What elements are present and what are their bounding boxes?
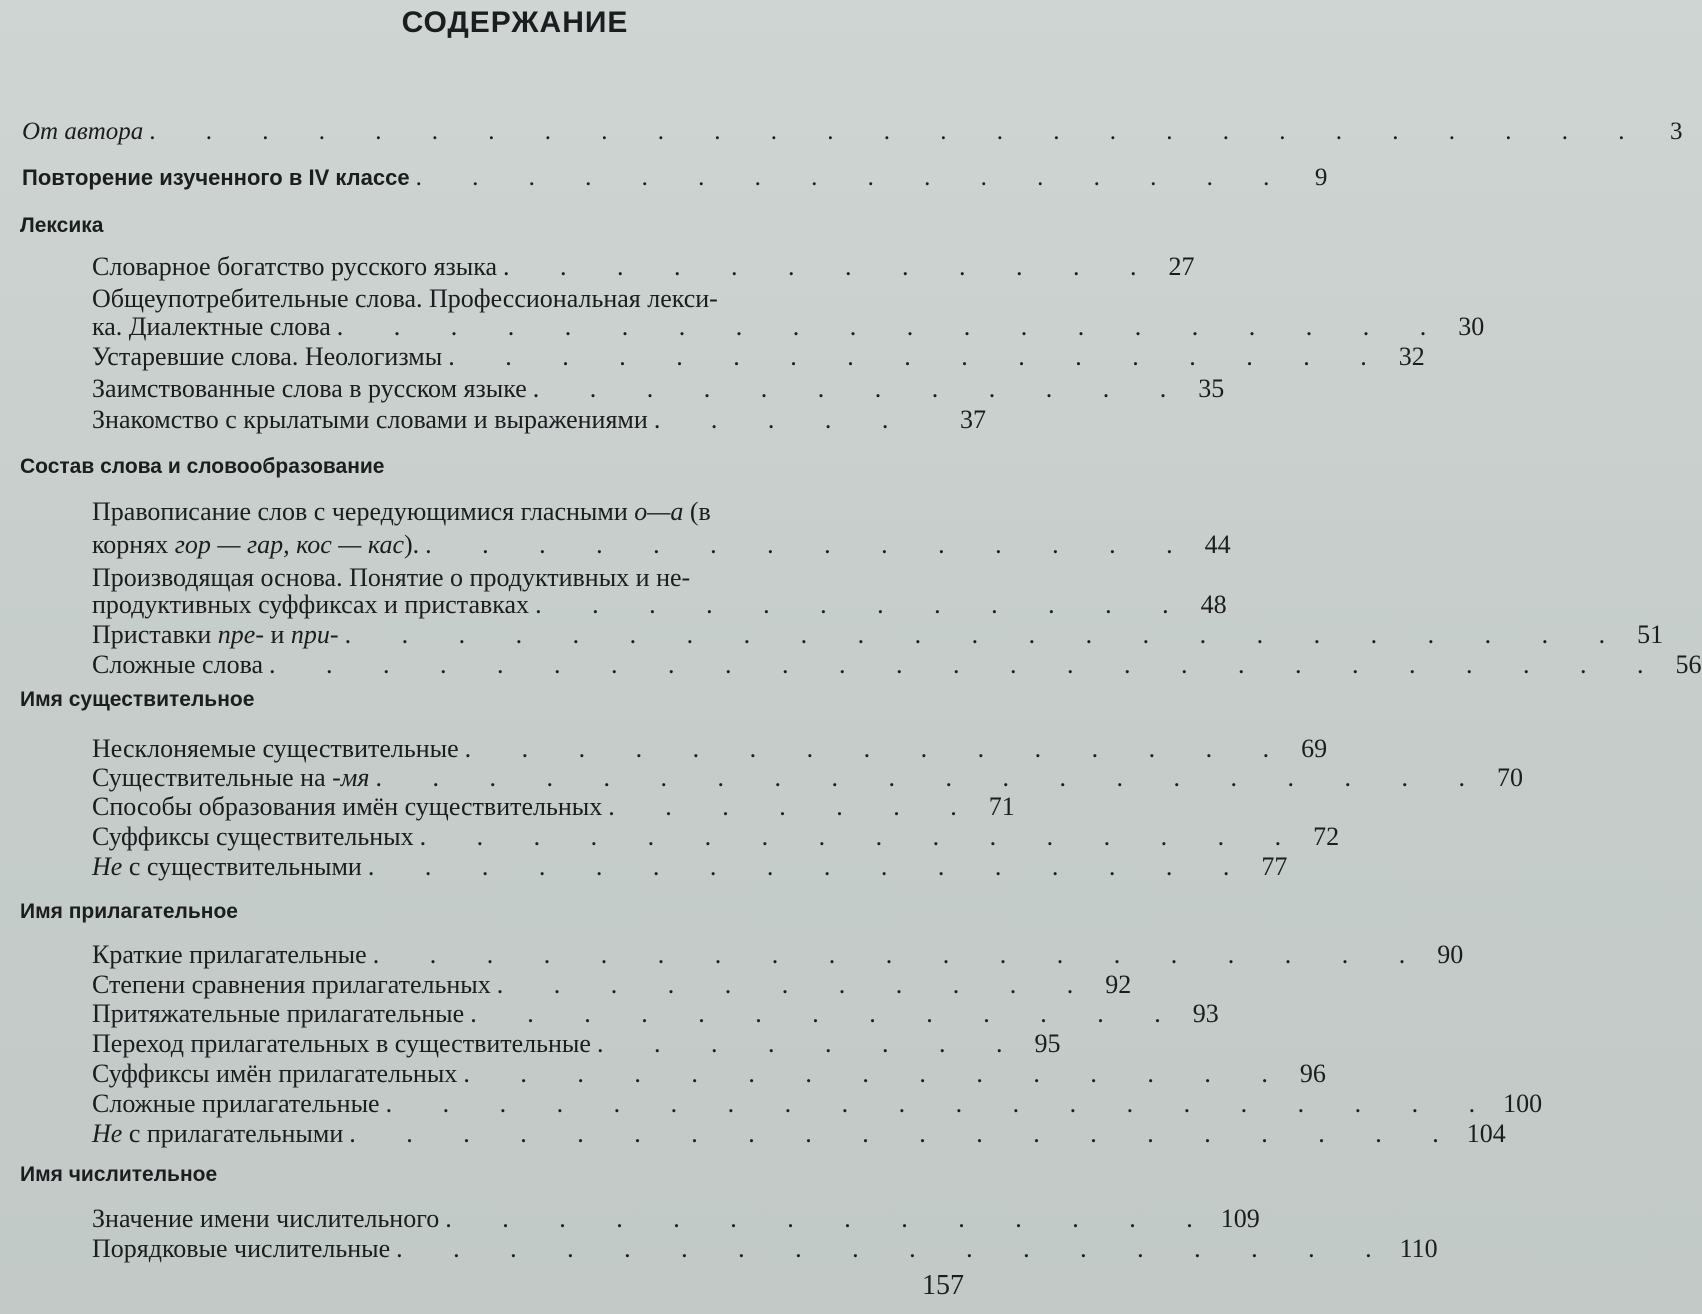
leader-dots: . . . . . . . . . . . . . . . . . . [396,1234,1394,1263]
toc-entry [92,763,1523,793]
section-heading: Имя существительное [20,688,255,711]
toc-entry [92,374,1225,404]
entry-text: с существительными [122,852,362,881]
entry-page: 37 [960,405,986,434]
entry-page: 51 [1637,620,1664,649]
entry-label: Порядковые числительные [92,1234,391,1263]
entry-italic-text: при- [290,620,339,649]
entry-italic-text: о—а [634,497,684,526]
entry-italic-text: -мя [332,763,370,792]
entry-text: и [263,620,291,649]
toc-entry [92,1089,1543,1119]
entry-label: От автора [22,118,144,145]
leader-dots: . . . . . . . . . . . [496,970,1096,999]
entry-label: Словарное богатство русского языка [92,252,498,281]
entry-page: 35 [1198,374,1225,403]
entry-text: (в [683,497,711,526]
toc-entry [92,970,1132,1000]
toc-entry [92,1029,1061,1059]
section-heading: Состав слова и словообразование [20,455,385,478]
leader-dots: . . . . . . . [608,792,979,821]
entry-label: Значение имени числительного [92,1204,440,1233]
entry-label-line: Производящая основа. Понятие о продуктивных и не- [92,563,691,592]
leader-dots: . . . . . . . . . . . . . . . . . . . . [375,763,1487,792]
entry-italic-text: пре- [217,620,264,649]
section-heading: Лексика [20,214,104,237]
toc-entry [92,1204,1260,1234]
page-title: СОДЕРЖАНИЕ [401,6,629,39]
section-heading: Имя числительное [20,1163,218,1186]
section-heading: Имя прилагательное [20,900,238,923]
leader-dots: . . . . . . . . [596,1029,1025,1058]
leader-dots: . . . . . . . . . . . . . . . [463,1059,1290,1088]
leader-dots: . . . . . . . . . . . . . . [445,1204,1215,1233]
toc-entry [92,1119,1506,1149]
entry-text: Существительные на [92,763,333,792]
entry-page: 72 [1313,822,1340,851]
entry-page: 3 [1670,118,1683,145]
toc-entry [92,734,1328,764]
entry-label [92,530,419,560]
leader-dots: . . . . . . . . . . . . . [470,999,1183,1028]
entry-label: ка. Диалектные слова [92,312,331,341]
entry-page: 92 [1105,970,1132,999]
toc-entry [92,1059,1326,1089]
leader-dots: . . . . . . . . . . . . [503,252,1159,281]
entry-label: Сложные прилагательные [92,1089,380,1118]
entry-page: 100 [1503,1089,1543,1118]
entry-label: Суффиксы существительных [92,822,414,851]
leader-dots: . . . . . . . . . . . . . . [425,530,1195,559]
entry-page: 69 [1301,734,1328,763]
toc-entry [92,312,1485,342]
entry-text: Приставки [92,620,218,649]
leader-dots: . . . . . [653,405,911,434]
toc-entry [92,405,986,435]
entry-page: 95 [1034,1029,1061,1058]
toc-entry [22,164,1328,192]
entry-page: 48 [1200,590,1227,619]
leader-dots: . . . . . . . . . . . . . . . . . . . . [385,1089,1498,1118]
leader-dots: . . . . . . . . . . . . . . . . [419,822,1304,851]
entry-label: Притяжательные прилагательные [92,999,465,1028]
entry-label [92,620,339,650]
leader-dots: . . . . . . . . . . . . . . . . . . . . [349,1119,1461,1148]
entry-page: 44 [1204,530,1231,559]
page-number: 157 [922,1270,964,1301]
leader-dots: . . . . . . . . . . . . . . . [464,734,1292,763]
toc-entry [22,118,1683,146]
leader-dots: . . . . . . . . . . . . . . . . [367,852,1252,881]
entry-label [92,763,369,793]
leader-dots: . . . . . . . . . . . . . . . . . [448,342,1389,371]
toc-entry [92,1234,1438,1264]
entry-page: 32 [1398,342,1425,371]
entry-page: 71 [988,792,1015,821]
entry-text: с прилагательными [122,1119,344,1148]
leader-dots: . . . . . . . . . . . . . . . . . . . . . . . . . [269,650,1666,679]
entry-label: Суффиксы имён прилагательных [92,1059,458,1088]
entry-page: 70 [1496,763,1523,792]
entry-page: 110 [1399,1234,1438,1263]
entry-label: Заимствованные слова в русском языке [92,374,527,403]
entry-page: 27 [1168,252,1195,281]
leader-dots: . . . . . . . . . . . . . . . . . . . . . . . [344,620,1628,649]
leader-dots: . . . . . . . . . . . . . . . . . . . . [336,312,1449,341]
toc-entry [92,342,1425,372]
entry-label [92,852,362,882]
leader-dots: . . . . . . . . . . . . . . . . . . . [372,940,1428,969]
toc-entry [92,530,1231,560]
toc-entry [92,999,1219,1029]
entry-page: 77 [1261,852,1288,881]
leader-dots: . . . . . . . . . . . . [535,590,1191,619]
toc-entry [92,252,1195,282]
entry-text: корнях [92,530,175,559]
entry-label-line: Общеупотребительные слова. Профессиональная лекси- [92,284,718,313]
leader-dots: . . . . . . . . . . . . [532,374,1189,403]
entry-text: ). [403,530,420,559]
entry-page: 96 [1299,1059,1326,1088]
entry-page: 109 [1220,1204,1260,1233]
toc-entry [92,940,1464,970]
entry-page: 104 [1466,1119,1506,1148]
leader-dots: . . . . . . . . . . . . . . . . [415,164,1292,191]
entry-page: 9 [1314,164,1328,191]
entry-label: Степени сравнения прилагательных [92,970,491,999]
entry-italic-text: гор — гар, кос — кас [174,530,404,559]
toc-entry [92,852,1288,882]
toc-entry [92,650,1702,680]
entry-label: Краткие прилагательные [92,940,367,969]
entry-label [92,1119,343,1149]
toc-entry [92,620,1664,650]
entry-label: Способы образования имён существительных [92,792,603,821]
toc-entry [92,822,1340,852]
entry-page: 93 [1192,999,1219,1028]
entry-label-line [92,497,711,527]
entry-label: Повторение изученного в IV классе [22,165,410,190]
entry-text: Правописание слов с чередующимися гласными [92,497,635,526]
toc-entry [92,590,1227,620]
entry-label: Знакомство с крылатыми словами и выражениями [92,405,648,434]
entry-italic-text: Не [92,852,123,881]
entry-label: Сложные слова [92,650,264,679]
leader-dots: . . . . . . . . . . . . . . . . . . . . . . . . . . . [149,118,1647,145]
entry-italic-text: Не [92,1119,123,1148]
entry-label: Несклоняемые существительные [92,734,459,763]
entry-label: продуктивных суффиксах и приставках [92,590,530,619]
entry-page: 56 [1675,650,1702,679]
entry-label: Переход прилагательных в существительные [92,1029,591,1058]
entry-page: 30 [1458,312,1485,341]
entry-label: Устаревшие слова. Неологизмы [92,342,443,371]
toc-entry [92,792,1015,822]
entry-page: 90 [1437,940,1464,969]
